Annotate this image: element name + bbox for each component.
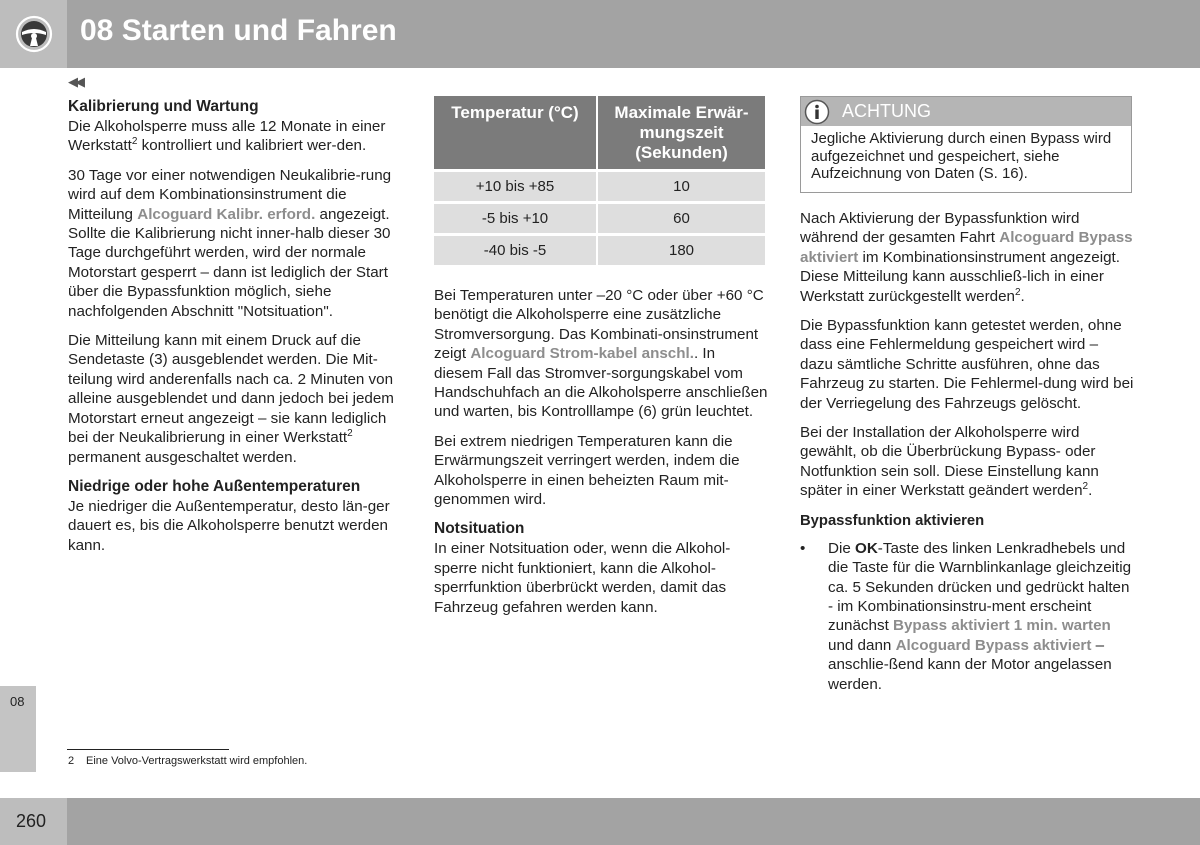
paragraph-calibration-1: Die Alkoholsperre muss alle 12 Monate in einer Werkstatt$^2$ kontrolliert und kalibriert wer-den. [68, 118, 386, 155]
paragraph-bypass-active: Nach Aktivierung der Bypassfunktion wird während der gesamten Fahrt Alcoguard Bypass aktiviert im Kombinationsinstrument angezeigt. Diese Mitteilung kann ausschließ-lich in einer Werkstatt zurückgestellt werden$^2$. [800, 210, 1133, 305]
column-right [800, 209, 1134, 694]
table-header-row [434, 96, 765, 169]
ok-key-label: OK [855, 539, 878, 557]
paragraph-calibration-2: 30 Tage vor einer notwendigen Neukalibrie-rung wird auf dem Kombinationsinstrument die Mitteilung Alcoguard Kalibr. erford. angezeigt. Sollte die Kalibrierung nicht inner-halb dieser 30 Tage durchgeführt werden, wird der normale Motorstart gesperrt – dann ist lediglich der Start über die Bypassfunktion möglich, siehe nachfolgenden Abschnitt "Notsituation". [68, 166, 392, 320]
table-cell: +10 bis +85 [434, 169, 598, 201]
heading-calibration: Kalibrierung und Wartung [68, 98, 259, 115]
footnote-number: 2 [68, 755, 75, 767]
warning-box [800, 96, 1132, 193]
table-row [434, 169, 765, 201]
table-header-temperature: Temperatur (°C) [434, 96, 598, 169]
footnote-divider [67, 749, 229, 750]
list-item: • Die OK-Taste des linken Lenkradhebels und die Taste für die Warnblinkanlage gleichzeitig ca. 5 Sekunden drücken und gedrückt halten - im Kombinationsinstru-ment erscheint zunächst Bypass aktiviert 1 min. warten und dann Alcoguard Bypass aktiviert – anschlie-ßend kann der Motor angelassen werden. [800, 539, 1132, 693]
table-cell: -5 bis +10 [434, 201, 598, 233]
page-number: 260 [16, 811, 47, 831]
chapter-icon-box [0, 0, 67, 68]
message-bypass-activated: Alcoguard Bypass aktiviert [895, 636, 1092, 654]
heading-activate-bypass: Bypassfunktion aktivieren [800, 512, 985, 529]
page-footer [0, 798, 1200, 845]
heading-emergency: Notsituation [434, 520, 525, 538]
paragraph-temperatures: Je niedriger die Außentemperatur, desto län-ger dauert es, bis die Alkoholsperre benutzt werden kann. [68, 497, 390, 554]
table-row [434, 233, 765, 265]
paragraph-bypass-install: Bei der Installation der Alkoholsperre wird gewählt, ob die Überbrückung Bypass- oder Notfunktion sein soll. Diese Einstellung kann später in einer Werkstatt geändert werden$^2$. [800, 424, 1099, 500]
column-middle [434, 286, 768, 627]
table-row [434, 201, 765, 233]
back-arrows-icon[interactable]: ◀◀ [68, 74, 82, 89]
page-number-box [0, 798, 67, 845]
warmup-table [434, 96, 765, 265]
footnote [68, 755, 307, 767]
page-header [0, 0, 1200, 68]
paragraph-calibration-3: Die Mitteilung kann mit einem Druck auf die Sendetaste (3) ausgeblendet werden. Die Mit-teilung wird anderenfalls nach ca. 2 Minuten von alleine ausgeblendet und dann jedoch bei jedem Motorstart erneut angezeigt – sie kann lediglich bei der Neukalibrierung in einer Werkstatt$^2$ permanent ausgeschaltet werden. [68, 332, 394, 466]
table-header-warmup: Maximale Erwär-mungszeit (Sekunden) [598, 96, 765, 169]
warning-text: Jegliche Aktivierung durch einen Bypass wird aufgezeichnet und gespeichert, siehe Aufzeichnung von Daten (S. 16). [811, 130, 1112, 182]
chapter-title: 08 Starten und Fahren [80, 14, 397, 47]
chapter-tab-label: 08 [10, 694, 25, 709]
table-cell: 180 [598, 233, 765, 265]
paragraph-low-temperature: Bei extrem niedrigen Temperaturen kann die Erwärmungszeit verringert werden, indem die Alkoholsperre in einen beheizten Raum mit-genommen wird. [434, 432, 740, 509]
chapter-tab[interactable] [0, 686, 36, 772]
bullet-dot: • [800, 539, 806, 557]
column-left [68, 97, 402, 565]
message-bypass-active: Alcoguard Bypass aktiviert [800, 229, 1133, 266]
message-power-cable: Alcoguard Strom-kabel anschl. [470, 345, 694, 363]
table-cell: 60 [598, 201, 765, 233]
heading-temperatures: Niedrige oder hohe Außentemperaturen [68, 477, 361, 495]
steering-wheel-icon [15, 15, 53, 53]
message-calibration: Alcoguard Kalibr. erford. [137, 205, 316, 223]
info-icon [804, 99, 830, 125]
paragraph-power-supply: Bei Temperaturen unter –20 °C oder über +60 °C benötigt die Alkoholsperre eine zusätzliche Stromversorgung. Das Kombinati-onsinstrument zeigt Alcoguard Strom-kabel anschl.. In diesem Fall das Stromver-sorgungskabel vom Handschuhfach an die Alkoholsperre anschließen und warten, bis Kontrolllampe (6) grün leuchtet. [434, 287, 768, 421]
paragraph-emergency: In einer Notsituation oder, wenn die Alkohol-sperre nicht funktioniert, kann die Alkohol-sperrfunktion überbrückt werden, damit das Fahrzeug gefahren werden kann. [434, 540, 731, 616]
table-cell: -40 bis -5 [434, 233, 598, 265]
warning-title: ACHTUNG [842, 101, 931, 121]
footnote-text: Eine Volvo-Vertragswerkstatt wird empfohlen. [86, 755, 308, 767]
paragraph-bypass-test: Die Bypassfunktion kann getestet werden, ohne dass eine Fehlermeldung gespeichert wird – dazu sämtliche Schritte ausführen, ohne das Fahrzeug zu starten. Die Fehlermel-dung wird bei der Verriegelung des Fahrzeugs gelöscht. [800, 317, 1134, 412]
bullet-list [800, 539, 1134, 694]
message-bypass-wait: Bypass aktiviert 1 min. warten [893, 617, 1111, 635]
warning-header [801, 97, 1131, 126]
table-cell: 10 [598, 169, 765, 201]
